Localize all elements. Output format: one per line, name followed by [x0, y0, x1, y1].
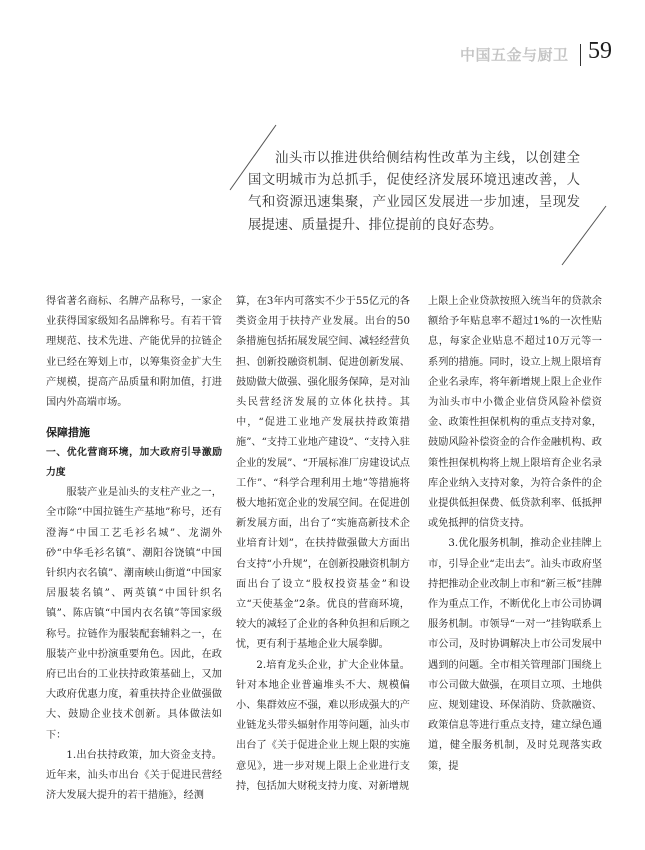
- paragraph: 3.优化服务机制，推动企业挂牌上市，引导企业“走出去”。汕头市政府坚持把推动企业改制上市和“新三板”挂牌作为重点工作，不断优化上市公司协调服务机制。市领导“一对一”挂钩联系上市公司，及时协调解决上市公司发展中遇到的问题。全市相关管理部门围绕上市公司做大做强，在项目立项、土地供应、规划建设、环保消防、贷款融资、政策信息等进行重点支持，建立绿色通道，健全服务机制，及时兑现落实政策，提: [428, 538, 602, 772]
- page-number: 59: [588, 38, 612, 64]
- paragraph: 2.培育龙头企业，扩大企业体量。针对本地企业普遍堆头不大、规模偏小、集群效应不强，难以形成强大的产业链龙头带头辐射作用等问题，汕头市出台了《关于促进企业上规上限的实施意见》，进一步对规上限上企业进行支持，包括加大财税支持力度、对新增规: [236, 659, 410, 792]
- section-heading: 保障措施: [46, 426, 90, 440]
- header-divider: [580, 44, 581, 66]
- brand-text: 中国五金与厨卫: [460, 45, 569, 64]
- subsection-heading: 一、优化营商环境，加大政府引导激励力度: [46, 447, 222, 479]
- text-column-3: [428, 292, 602, 777]
- paragraph: 得省著名商标、名牌产品称号，一家企业获得国家级知名品牌称号。有若干管理规范、技术先进、产能优异的拉链企业已经在筹划上市，以筹集资金扩大生产规模，提高产品质量和附加值，打进国内外高端市场。: [46, 296, 222, 409]
- pull-quote: 汕头市以推进供给侧结构性改革为主线，以创建全国文明城市为总抓手，促使经济发展环境迅速改善，人气和资源迅速集聚，产业园区发展进一步加速，呈现发展提速、质量提升、排位提前的良好态势。: [248, 151, 580, 233]
- magazine-brand-logo: [460, 44, 574, 64]
- paragraph: 上限上企业贷款按照入统当年的贷款余额给予年贴息率不超过1%的一次性贴息，每家企业贴息不超过10万元等一系列的措施。同时，设立上规上限培育企业名录库，将年新增规上限上企业作为汕头市中小微企业信贷风险补偿资金、政策性担保机构的重点支持对象，鼓励风险补偿资金的合作金融机构、政策性担保机构将上规上限培育企业名录库企业纳入支持对象，为符合条件的企业提供低担保费、低贷款利率、低抵押或免抵押的信贷支持。: [428, 296, 602, 530]
- paragraph: 1.出台扶持政策，加大资金支持。近年来，汕头市出台《关于促进民营经济大发展大提升的若干措施》，经测: [46, 749, 222, 802]
- paragraph: 服装产业是汕头的支柱产业之一，全市除“中国拉链生产基地”称号，还有澄海“中国工艺毛衫名城”、龙湖外砂“中华毛衫名镇”、潮阳谷饶镇“中国针织内衣名镇”、潮南峡山街道“中国家居服装名镇”、两英镇“中国针织名镇”、陈店镇“中国内衣名镇”等国家级称号。拉链作为服装配套辅料之一，在服装产业中扮演重要角色。因此，在政府已出台的工业扶持政策基础上，又加大政府优惠力度，着重扶持企业做强做大、鼓励企业技术创新。具体做法如下：: [46, 487, 222, 741]
- paragraph: 算，在3年内可落实不少于55亿元的各类资金用于扶持产业发展。出台的50条措施包括拓展发展空间、减轻经营负担、创新投融资机制、促进创新发展、鼓励做大做强、强化服务保障，是对汕头民营经济发展的立体化扶持。其中，“促进工业地产发展扶持政策措施”、“支持工业地产建设”、“支持入驻企业的发展”、“开展标准厂房建设试点工作”、“科学合理利用土地”等措施将极大地拓宽企业的发展空间。在促进创新发展方面，出台了“实施高新技术企业培育计划”，在扶持做强做大方面出台支持“小升规”，在创新投融资机制方面出台了设立“股权投资基金”和设立“天使基金”2条。优良的营商环境，较大的减轻了企业的各种负担和后顾之忧，更有利于基地企业大展拳脚。: [236, 296, 410, 651]
- text-column-2: [236, 292, 410, 797]
- text-column-1: [46, 292, 222, 806]
